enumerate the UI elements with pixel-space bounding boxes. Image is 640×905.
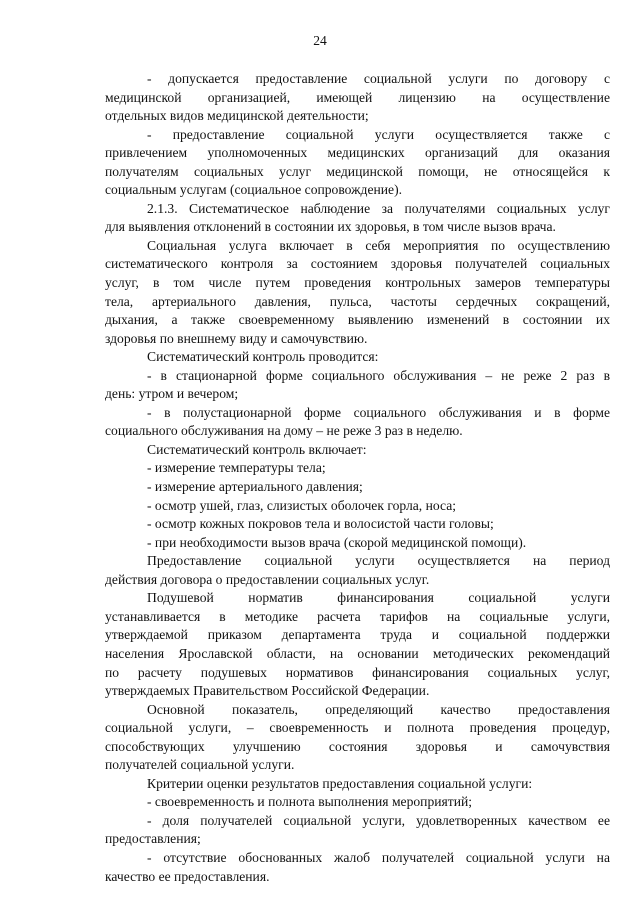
text-line: - осмотр кожных покровов тела и волосистой части головы; (147, 516, 494, 532)
text-line: по расчету подушевых нормативов финансирования социальных услуг, (105, 664, 610, 680)
text-line: - осмотр ушей, глаз, слизистых оболочек горла, носа; (147, 497, 457, 513)
text-line: качество ее предоставления. (105, 868, 270, 884)
text-line: предоставления; (105, 831, 201, 847)
text-line: Критерии оценки результатов предоставления социальной услуги: (147, 775, 533, 791)
text-line: - в полустационарной форме социального обслуживания и в форме (147, 404, 610, 420)
text-line: - измерение температуры тела; (147, 460, 326, 476)
text-line: - своевременность и полнота выполнения мероприятий; (147, 794, 473, 810)
text-line: - доля получателей социальной услуги, удовлетворенных качеством ее (147, 812, 610, 828)
text-line: утверждаемой приказом департамента труда и социальной поддержки (105, 627, 610, 643)
body-text (105, 70, 610, 886)
text-line: способствующих улучшению состояния здоровья и самочувствия (105, 738, 610, 754)
text-line: устанавливается в методике расчета тарифов на социальные услуги, (105, 608, 610, 624)
text-line: Основной показатель, определяющий качество предоставления (147, 701, 610, 717)
text-line: социального обслуживания на дому – не реже 3 раз в неделю. (105, 423, 463, 439)
text-line: услуг, в том числе путем проведения контрольных замеров температуры (105, 275, 610, 291)
text-line: - допускается предоставление социальной услуги по договору с (147, 71, 610, 86)
text-line: действия договора о предоставлении социальных услуг. (105, 571, 430, 587)
text-line: получателей социальной услуги. (105, 757, 295, 773)
text-line: - в стационарной форме социального обслуживания – не реже 2 раз в (147, 367, 610, 383)
text-line: дыхания, а также своевременному выявлению изменений в состоянии их (105, 312, 610, 328)
text-line: населения Ярославской области, на основании методических рекомендаций (105, 645, 610, 661)
text-line: - предоставление социальной услуги осуществляется также с (147, 126, 610, 142)
text-line: Социальная услуга включает в себя мероприятия по осуществлению (147, 237, 610, 253)
text-line: - измерение артериального давления; (147, 479, 363, 495)
text-line: для выявления отклонений в состоянии их здоровья, в том числе вызов врача. (105, 219, 556, 235)
text-line: медицинской организацией, имеющей лицензию на осуществление (105, 89, 610, 105)
text-line: привлечением уполномоченных медицинских организаций для оказания (105, 145, 610, 161)
text-line: Систематический контроль проводится: (147, 349, 379, 365)
text-line: - отсутствие обоснованных жалоб получателей социальной услуги на (147, 849, 610, 865)
text-line: Подушевой норматив финансирования социальной услуги (147, 590, 610, 606)
text-line: Систематический контроль включает: (147, 441, 367, 457)
text-line: Предоставление социальной услуги осуществляется на период (147, 553, 610, 569)
text-line: тела, артериального давления, пульса, частоты сердечных сокращений, (105, 293, 610, 309)
page-number: 24 (313, 33, 327, 48)
text-line: социальным услугам (социальное сопровождение). (105, 182, 402, 198)
text-line: 2.1.3. Систематическое наблюдение за получателями социальных услуг (147, 200, 610, 216)
text-line: систематического контроля за состоянием здоровья получателей социальных (105, 256, 610, 272)
text-line: здоровья по внешнему виду и самочувствию. (105, 330, 368, 346)
text-line: получателям социальных услуг медицинской помощи, не относящейся к (105, 163, 610, 179)
text-line: - при необходимости вызов врача (скорой медицинской помощи). (147, 534, 527, 550)
text-line: социальной услуги, – своевременность и полнота проведения процедур, (105, 720, 610, 736)
text-line: день: утром и вечером; (105, 386, 239, 402)
text-line: утверждаемых Правительством Российской Федерации. (105, 683, 430, 699)
text-line: отдельных видов медицинской деятельности; (105, 108, 369, 124)
